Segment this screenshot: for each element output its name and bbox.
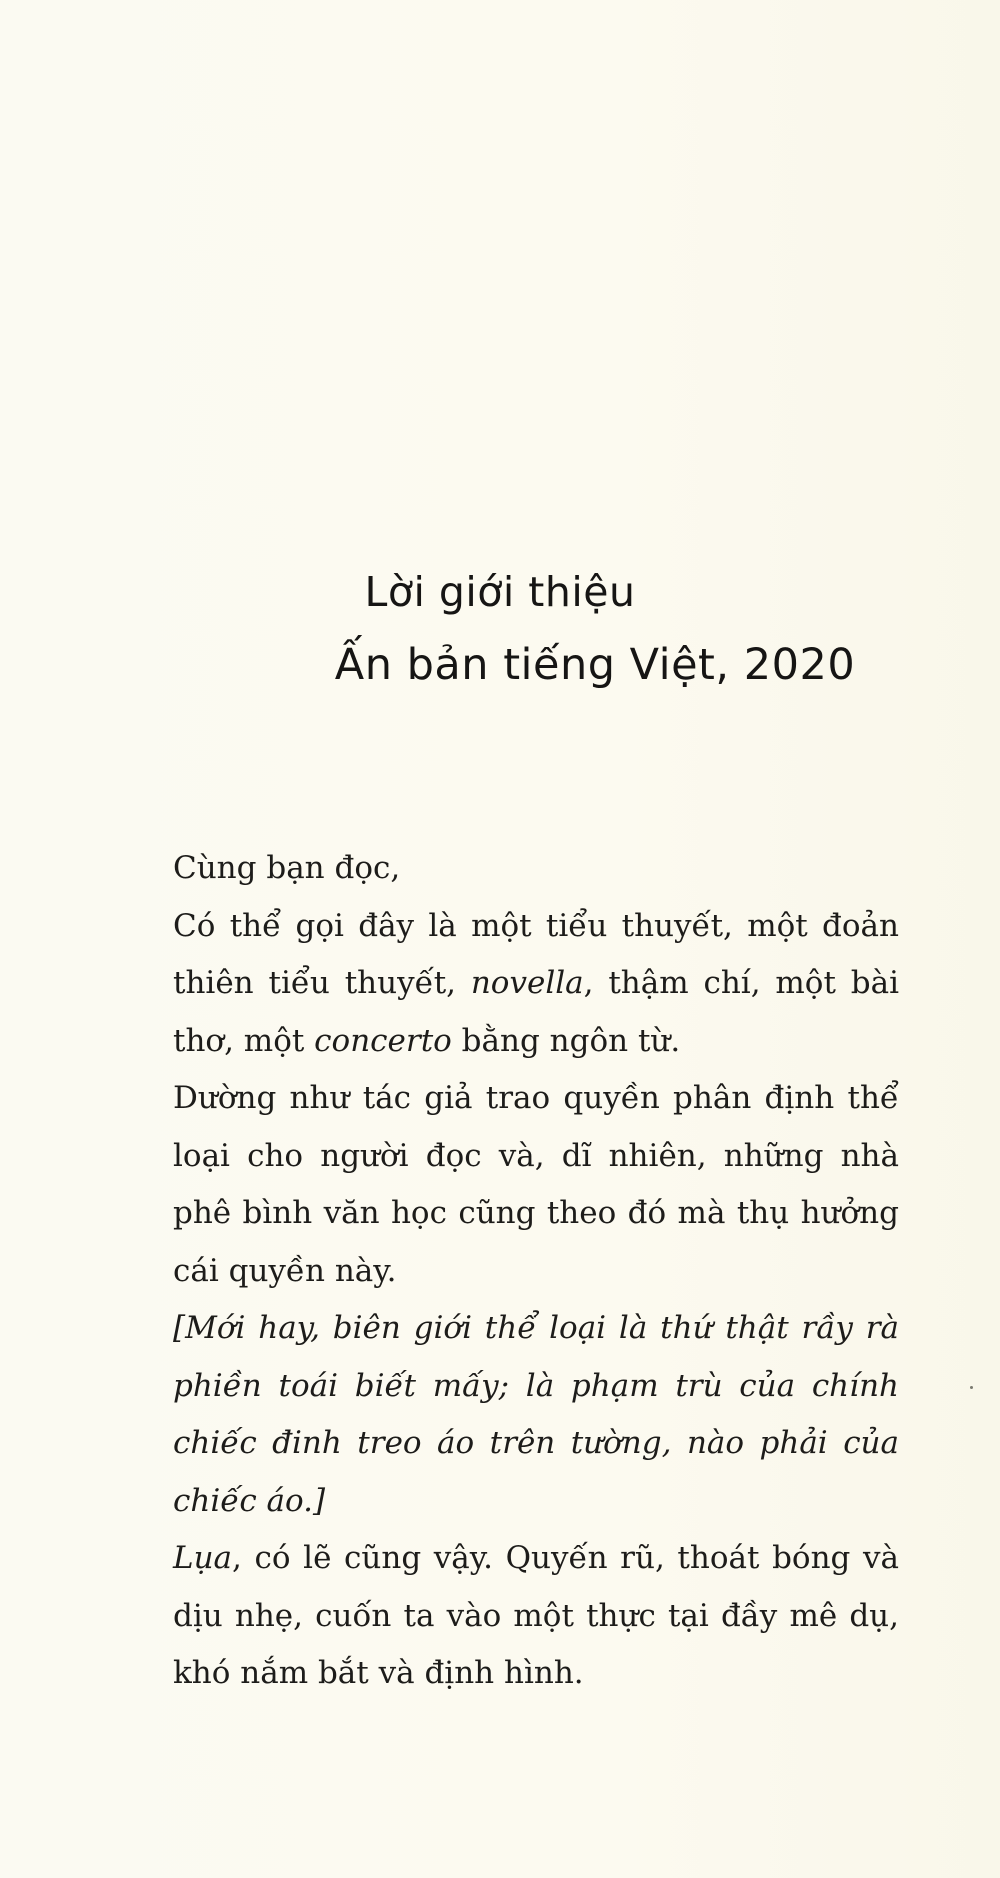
body-text: [173, 840, 899, 1703]
paragraph-4-text: , có lẽ cũng vậy. Quyến rũ, thoát bóng và dịu nhẹ, cuốn ta vào một thực tại đầy mê dụ, khó nắm bắt và định hình.: [173, 1540, 899, 1691]
paper-speck: [970, 1386, 973, 1389]
paragraph-1-emphasis-novella: novella: [470, 965, 584, 1001]
page-subtitle: Ấn bản tiếng Việt, 2020: [334, 640, 856, 690]
paragraph-3-italic-aside: [Mới hay, biên giới thể loại là thứ thật rầy rà phiền toái biết mấy; là phạm trù của chính chiếc đinh treo áo trên tường, nào phải của chiếc áo.]: [173, 1310, 899, 1519]
paragraph-1-emphasis-concerto: concerto: [314, 1022, 452, 1059]
page-title: Lời giới thiệu: [364, 568, 636, 616]
paragraph-1-text-c: bằng ngôn từ.: [451, 1022, 681, 1059]
salutation: Cùng bạn đọc,: [173, 850, 401, 886]
paragraph-1: [173, 898, 899, 1071]
paragraph-1-text-b: , thậm chí, một bài thơ, một: [173, 965, 899, 1059]
paragraph-2: Dường như tác giả trao quyền phân định thể loại cho người đọc và, dĩ nhiên, những nhà phê bình văn học cũng theo đó mà thụ hưởng cái quyền này.: [173, 1080, 899, 1289]
paragraph-4: [173, 1530, 899, 1703]
paragraph-3: [173, 1300, 899, 1530]
paragraph-4-emphasis-lua: Lụa: [173, 1540, 233, 1576]
paragraph-1-text-a: Có thể gọi đây là một tiểu thuyết, một đoản thiên tiểu thuyết,: [173, 907, 899, 1001]
